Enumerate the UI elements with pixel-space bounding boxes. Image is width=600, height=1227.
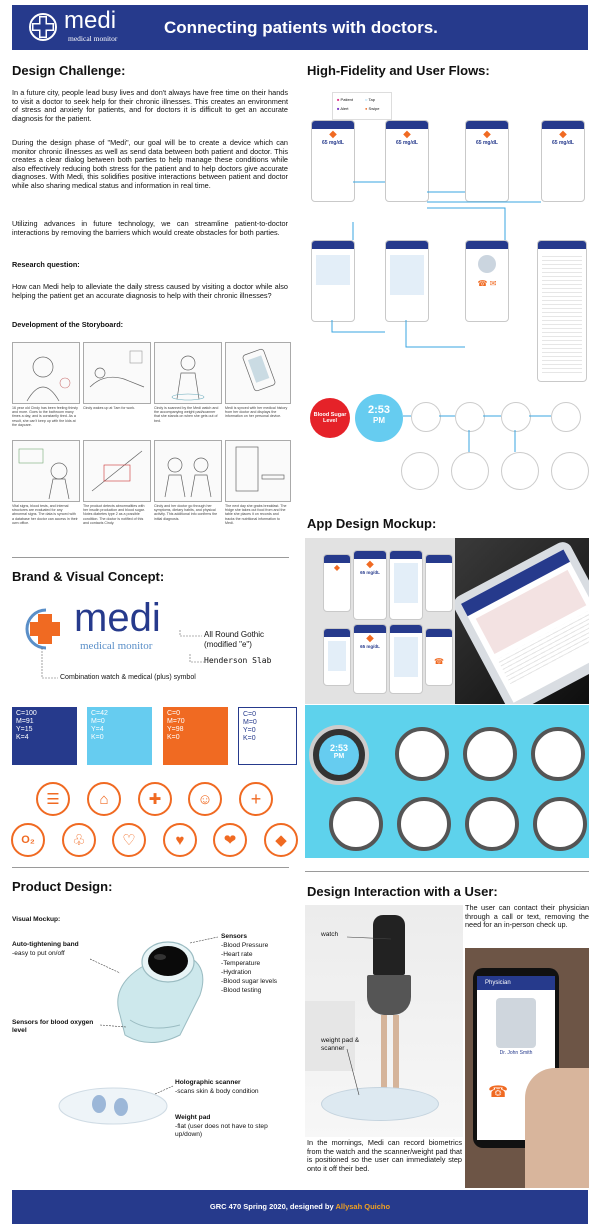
mock-watch-ampm: PM (333, 753, 345, 760)
flow-phone-2-reading: 65 mg/dL (396, 140, 418, 146)
sensor-6: -Blood testing (221, 987, 262, 994)
heart-icon: ♥ (163, 823, 197, 857)
tablet-device (455, 539, 589, 704)
symbol-note: Combination watch & medical (plus) symbol (60, 674, 196, 681)
doctor-photo (496, 998, 536, 1048)
mock-watch-5 (329, 797, 383, 851)
mock-watch-1 (309, 725, 369, 785)
blood-sugar-bubble-label: Blood Sugar Level (313, 412, 347, 424)
swatch-blue-y: Y=4 (91, 726, 104, 733)
pad-label: weight pad & scanner (321, 1037, 360, 1052)
swatch-navy-c: C=100 (16, 710, 37, 717)
mock-phone-3 (389, 550, 423, 620)
divider-1 (12, 557, 289, 558)
storyboard-caption-5: Vital signs, blood tests, and internal structures are evaluated for any abnormal signs. The data is synced with a database her doctor can access in their own office. (12, 504, 78, 525)
divider-2 (12, 867, 289, 868)
call-icon[interactable]: ☎ (488, 1084, 509, 1101)
logo-word: medi (64, 7, 117, 34)
swatch-navy-m: M=91 (16, 718, 34, 725)
swatch-white-c: C=0 (243, 711, 257, 718)
sensor-5: -Blood sugar levels (221, 978, 278, 985)
design-challenge-p2: During the design phase of "Medi", our goal will be to create a device which can monitor chronic illnesses as well as send data between both patient and doctor. This creates a clear dialog between both parties to help manage these conditions while also effectively reducing both stress for the patient and to help doctors give accurate diagnoses. With Medi, this solidifies positive interactions between patient and doctor while also sharing medical status and information in real time. (12, 138, 288, 190)
oxygen-icon (11, 823, 45, 857)
storyboard-caption-3: Cindy is scanned by the Medi watch and the accompanying weight pad/scanner that she stands on when she gets out of bed. (154, 406, 219, 423)
swatch-navy-y: Y=15 (16, 726, 33, 733)
logo-subtitle: medical monitor (68, 34, 118, 43)
storyboard (12, 342, 289, 537)
interaction-text-bottom: In the mornings, Medi can record biometrics from the watch and the scanner/weight pad that is positioned so the user can immediately step onto it off their bed. (307, 1138, 462, 1173)
design-challenge-p3: Utilizing advances in future technology, we can streamline patient-to-doctor interactions by removing the barriers which would create obstacles for both parties. (12, 219, 288, 237)
flow-phone-7: ☎ ✉ (465, 240, 509, 322)
hand-shape (525, 1068, 589, 1188)
bedroom-photo (305, 905, 463, 1137)
storyboard-caption-8: The next day she grabs breakfast. The fridge she takes out food from and the table she places it on records and tracks the nutritional information to Medi. (225, 504, 287, 525)
holo-title: Holographic scanner (175, 1079, 241, 1086)
legend-patient: ■ Patient (337, 97, 353, 102)
storyboard-caption-6: The product detects abnormalities with her insulin production and blood sugar. Notes diabetes type 2 as a possible condition. The doctor is notified of this and contacts Cindy. (83, 504, 145, 525)
app-mockup-title: App Design Mockup: (307, 516, 437, 531)
mock-phone-1: ◆ (323, 554, 351, 612)
doctor-icon: ☺ (188, 782, 222, 816)
interaction-text-right: The user can contact their physician through a call or text, removing the need for an in-person check up. (465, 903, 589, 930)
sensor-3: -Temperature (221, 960, 261, 967)
swatch-blue-m: M=0 (91, 718, 105, 725)
research-question-text: How can Medi help to alleviate the daily stress caused by visiting a doctor while also helping the patient get an accurate diagnosis to help with their chronic illnesses? (12, 282, 288, 300)
legend-swipe-label: Swipe (368, 106, 380, 111)
tablet-screen (461, 549, 589, 702)
flow-connectors (305, 112, 595, 387)
storyboard-caption-1: 16 year old Cindy has been feeling thirsty and more. Goes to the bathroom many times a day, and is constantly tired. As a result, she can't keep up with the kids at the daycare. (12, 406, 78, 427)
storyboard-panel-1 (12, 342, 80, 404)
storyboard-caption-2: Cindy wakes up at 7am for work. (83, 406, 136, 410)
storyboard-panel-3 (154, 342, 222, 404)
logo-plus-icon (27, 11, 59, 43)
divider-3 (305, 871, 589, 872)
oxygen-icon-label: O₂ (21, 834, 35, 846)
blood-drop-icon: ◆ (264, 823, 298, 857)
mock-watch-time: 2:53 (329, 743, 348, 753)
product-subtitle: Visual Mockup: (12, 916, 61, 923)
phone-header: Physician (477, 976, 555, 990)
heart-rate-icon: ♡ (112, 823, 146, 857)
flow-phone-4-reading: 65 mg/dL (552, 140, 574, 146)
phone-in-hand-photo (465, 948, 589, 1188)
legend-alert-label: Alert (340, 106, 349, 111)
interaction-lines (305, 905, 463, 1137)
app-mockup-left-panel (305, 538, 455, 704)
flow-phone-1: ◆ 65 mg/dL (311, 120, 355, 202)
swatch-navy (12, 707, 77, 765)
font-sub-label: Henderson Slab (204, 656, 272, 665)
footer-text (12, 1202, 588, 1211)
mock-phone-2-reading: 65 mg/dL (360, 570, 380, 575)
storyboard-panel-4 (225, 342, 291, 404)
footer-credit: GRC 470 Spring 2020, designed by (209, 1202, 336, 1211)
research-question-title: Research question: (12, 260, 80, 269)
swatch-orange-k: K=0 (167, 734, 180, 741)
font-main-label: All Round Gothic (204, 630, 265, 639)
plus-icon: + (239, 782, 273, 816)
storyboard-panel-8 (225, 440, 291, 502)
mock-watch-7 (465, 797, 519, 851)
weight-pad-subtitle: -flat (user does not have to step up/down) (175, 1123, 268, 1138)
swatch-orange-m: M=70 (167, 718, 185, 725)
app-mockup-tablet-photo (455, 538, 589, 704)
mock-phone-4 (425, 554, 453, 612)
home-icon: ⌂ (87, 782, 121, 816)
watch-time: 2:53 (367, 404, 391, 416)
legend-tap-label: Tap (368, 97, 375, 102)
swatch-navy-k: K=4 (16, 734, 29, 741)
swatch-blue-k: K=0 (91, 734, 104, 741)
mock-phone-6: ◆ 65 mg/dL (353, 624, 387, 694)
storyboard-title: Development of the Storyboard: (12, 320, 124, 329)
sensor-4: -Hydration (221, 969, 252, 976)
lungs-icon: ♧ (62, 823, 96, 857)
font-main-note: (modified "e") (204, 640, 252, 649)
watch-flow-connectors (305, 388, 595, 493)
flow-phone-4: ◆ 65 mg/dL (541, 120, 585, 202)
menu-icon: ☰ (36, 782, 70, 816)
header-tagline: Connecting patients with doctors. (164, 18, 438, 37)
swatch-blue-c: C=42 (91, 710, 108, 717)
flow-phone-1-reading: 65 mg/dL (322, 140, 344, 146)
swatch-light-blue (87, 707, 152, 765)
legend-swipe: ● Swipe (365, 106, 380, 111)
mock-watch-2 (395, 727, 449, 781)
holo-subtitle: -scans skin & body condition (175, 1088, 259, 1095)
brand-title: Brand & Visual Concept: (12, 569, 165, 584)
watch-mockup-panel (305, 705, 589, 858)
legend-tap: ○ Tap (365, 97, 375, 102)
design-challenge-p1: In a future city, people lead busy lives and don't always have free time on their hands to visit a doctor to seek help for their chronic illnesses. This creates an environment of stress and anxiety for patients, and for doctors it is difficult to get an accurate diagnosis for the patient. (12, 88, 288, 123)
weight-pad-illustration (55, 1080, 175, 1130)
legend-alert: ■ Alert (337, 106, 349, 111)
brand-logo-word: medi (74, 596, 161, 640)
watch-illustration (90, 925, 220, 1100)
product-title: Product Design: (12, 879, 113, 894)
band-title: Auto-tightening band (12, 941, 79, 948)
swatch-white-m: M=0 (243, 719, 257, 726)
watch-flow (305, 388, 595, 493)
legend-patient-label: Patient (340, 97, 353, 102)
storyboard-panel-5 (12, 440, 80, 502)
mock-phone-6-reading: 65 mg/dL (360, 644, 380, 649)
design-challenge-title: Design Challenge: (12, 63, 126, 78)
mock-phone-8: ☎ (425, 628, 453, 686)
storyboard-caption-7: Cindy and her doctor go through her symptoms, dietary habits, and physical activity. This additional info confirms the initial diagnosis. (154, 504, 218, 521)
flow-phone-3-reading: 65 mg/dL (476, 140, 498, 146)
brand-logo-subtitle: medical monitor (80, 640, 153, 652)
swatch-white-y: Y=0 (243, 727, 256, 734)
user-flow-diagram (305, 112, 595, 387)
mock-watch-4 (531, 727, 585, 781)
sensor-1: -Blood Pressure (221, 942, 269, 949)
oxygen-sensor-title: Sensors for blood oxygen level (12, 1019, 94, 1034)
weight-pad-title: Weight pad (175, 1114, 211, 1121)
doctor-name: Dr. John Smith (499, 1050, 533, 1056)
swatch-orange-c: C=0 (167, 710, 181, 717)
mock-watch-8 (533, 797, 587, 851)
swatch-white-k: K=0 (243, 735, 256, 742)
sensor-2: -Heart rate (221, 951, 253, 958)
mock-phone-7 (389, 624, 423, 694)
swatch-white (238, 707, 297, 765)
mock-phone-5 (323, 628, 351, 686)
watch-ampm: PM (373, 416, 385, 425)
hifi-title: High-Fidelity and User Flows: (307, 63, 490, 78)
flow-phone-3: ◆ 65 mg/dL (465, 120, 509, 202)
header-bar (12, 5, 588, 50)
hand-heart-icon: ❤ (213, 823, 247, 857)
band-subtitle: -easy to put on/off (12, 950, 65, 957)
flow-phone-2: ◆ 65 mg/dL (385, 120, 429, 202)
storyboard-panel-2 (83, 342, 151, 404)
mock-watch-6 (397, 797, 451, 851)
watch-label: watch (321, 931, 339, 938)
swatch-orange-y: Y=98 (167, 726, 184, 733)
storyboard-caption-4: Medi is synced with her medical history from her doctor and displays the information on her personal device. (225, 406, 288, 419)
swatch-orange (163, 707, 228, 765)
storyboard-panel-7 (154, 440, 222, 502)
interaction-title: Design Interaction with a User: (307, 884, 498, 899)
mock-watch-3 (463, 727, 517, 781)
footer-designer: Allysah Quicho (335, 1202, 391, 1211)
logo-mark (27, 11, 59, 43)
mock-phone-2: ◆ 65 mg/dL (353, 550, 387, 620)
sensors-title: Sensors (221, 933, 248, 940)
medicine-icon: ✚ (138, 782, 172, 816)
footer-bar (12, 1190, 588, 1224)
storyboard-panel-6 (83, 440, 151, 502)
